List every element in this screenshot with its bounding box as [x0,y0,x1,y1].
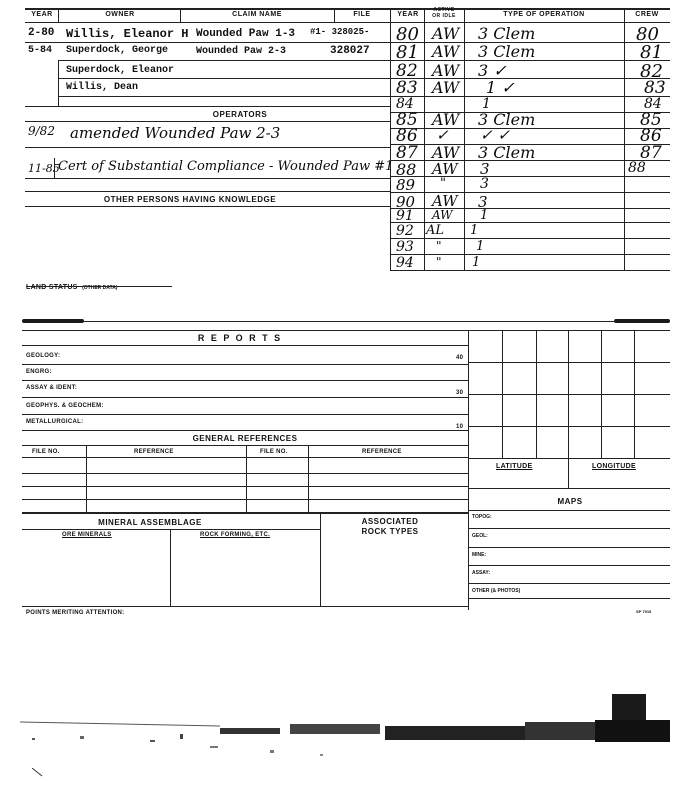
report-metallurgical: METALLURGICAL: [26,419,84,425]
op-year-89: 89 [396,176,416,194]
ref-col-reference-2: REFERENCE [362,449,402,455]
op-type-88: 3 [480,160,490,178]
maps-topog: TOPOG: [472,514,492,520]
op-year-90: 90 [396,193,416,211]
op-type-87: 3 Clem [478,143,536,162]
col-header-crew: CREW [635,11,659,18]
longitude-label: LONGITUDE [592,463,636,470]
col-header-year: YEAR [31,11,53,18]
op-year-86: 86 [396,126,418,146]
claim-name-1: Wounded Paw 1-3 [196,28,296,40]
op-crew-88: 88 [628,160,646,176]
op-crew-83: 83 [644,78,666,98]
ref-col-file-no-1: FILE NO. [32,449,60,455]
operators-label: OPERATORS [212,110,268,119]
ref-col-reference-1: REFERENCE [134,449,174,455]
op-status-87: AW [432,143,460,162]
col-header-claim-name: CLAIM NAME [232,11,282,18]
scan-bar-right [614,319,670,323]
op-status-92: AL [426,223,445,238]
points-meriting-attention-label: POINTS MERITING ATTENTION: [26,610,125,616]
op-status-82: AW [432,61,460,80]
op-status-85: AW [432,110,460,129]
rock-types-label: ROCK TYPES [361,527,419,536]
op-year-91: 91 [396,208,414,224]
op-type-94: 1 [472,255,481,270]
scan-noise-strip [20,716,670,766]
op-status-86: ✓ [436,126,449,144]
op-status-90: AW [432,192,458,210]
op-year-80: 80 [396,24,419,45]
op-type-91: 1 [480,208,489,223]
col-header-file: FILE [353,11,371,18]
op-year-84: 84 [396,96,414,112]
op-status-91: AW [432,208,453,222]
ref-col-file-no-2: FILE NO. [260,449,288,455]
op-year-83: 83 [396,78,418,98]
owner-name-3: Superdock, Eleanor [66,65,175,76]
maps-mine: MINE: [472,552,487,558]
land-status-heading: LAND STATUS (OTHER DATA) [26,284,118,291]
scan-bar-left [22,319,84,323]
op-status-80: AW [432,24,460,43]
associated-label: ASSOCIATED [361,517,419,526]
op-year-81: 81 [396,42,419,63]
report-engrg: ENGRG: [26,369,52,375]
operator-text-1: amended Wounded Paw 2-3 [70,124,281,142]
op-crew-80: 80 [636,24,659,45]
op-year-93: 93 [396,239,414,255]
op-year-88: 88 [396,160,417,179]
op-status-83: AW [432,78,460,97]
op-type-81: 3 Clem [478,42,536,61]
maps-geol: GEOL: [472,533,488,539]
mineral-assemblage-title: MINERAL ASSEMBLAGE [98,518,202,527]
op-type-86: ✓ ✓ [480,126,510,144]
operator-date-2: 11-85 [28,162,60,175]
op-year-92: 92 [396,223,414,239]
owner-name-4: Willis, Dean [66,82,139,93]
col-header-year-ops: YEAR [397,11,419,18]
op-type-89: 3 [480,176,489,192]
op-crew-85: 85 [640,110,662,130]
file-no-1: #1- 328025- [310,27,370,37]
report-geology: GEOLOGY: [26,353,61,359]
report-geophys: GEOPHYS. & GEOCHEM: [26,403,104,409]
op-status-88: AW [432,160,458,178]
op-crew-86: 86 [640,126,662,146]
file-no-2: 328027 [330,45,370,57]
op-crew-81: 81 [640,42,663,63]
op-type-85: 3 Clem [478,110,536,129]
reports-title: R E P O R T S [197,333,283,343]
general-references-title: GENERAL REFERENCES [192,434,298,443]
op-crew-87: 87 [640,143,662,163]
report-scale-10: 10 [456,424,464,430]
op-year-87: 87 [396,143,418,163]
scan-mark [32,768,44,778]
other-persons-label: OTHER PERSONS HAVING KNOWLEDGE [103,195,277,204]
op-type-82: 3 ✓ [478,61,507,80]
form-code: SP 7915 [636,609,652,614]
operator-date-1: 9/82 [28,124,55,138]
report-scale-40: 40 [456,355,464,361]
op-year-85: 85 [396,110,418,130]
op-status-81: AW [432,42,460,61]
col-header-owner: OWNER [105,11,135,18]
op-crew-84: 84 [644,96,662,112]
latitude-label: LATITUDE [496,463,533,470]
op-type-84: 1 [482,96,491,112]
maps-assay: ASSAY: [472,570,491,576]
ore-minerals-label: ORE MINERALS [62,532,112,538]
maps-title: MAPS [557,497,583,506]
owner-name-1: Willis, Eleanor H [66,27,189,41]
op-type-90: 3 [478,193,488,211]
operator-text-2: Cert of Substantial Compliance - Wounded Paw #1 [58,159,394,174]
op-year-82: 82 [396,61,418,81]
op-type-83: 1 ✓ [486,78,515,97]
op-type-93: 1 [476,239,485,254]
rock-forming-label: ROCK FORMING, ETC. [200,532,271,538]
op-type-92: 1 [470,223,479,238]
report-assay: ASSAY & IDENT: [26,385,78,391]
col-header-type-of-operation: TYPE OF OPERATION [503,11,585,18]
col-header-active-idle: ACTIVE OR IDLE [432,7,456,19]
op-status-89: " [440,176,446,191]
op-crew-82: 82 [640,61,663,82]
maps-other: OTHER (& PHOTOS) [472,588,521,594]
op-status-94: " [436,255,442,269]
owner-year-2: 5-84 [28,45,53,56]
claim-name-2: Wounded Paw 2-3 [196,46,287,57]
report-scale-30: 30 [456,390,464,396]
op-year-94: 94 [396,255,414,271]
owner-year-1: 2-80 [28,27,55,39]
op-status-93: " [436,239,442,253]
op-type-80: 3 Clem [478,24,536,43]
owner-name-2: Superdock, George [66,45,169,56]
